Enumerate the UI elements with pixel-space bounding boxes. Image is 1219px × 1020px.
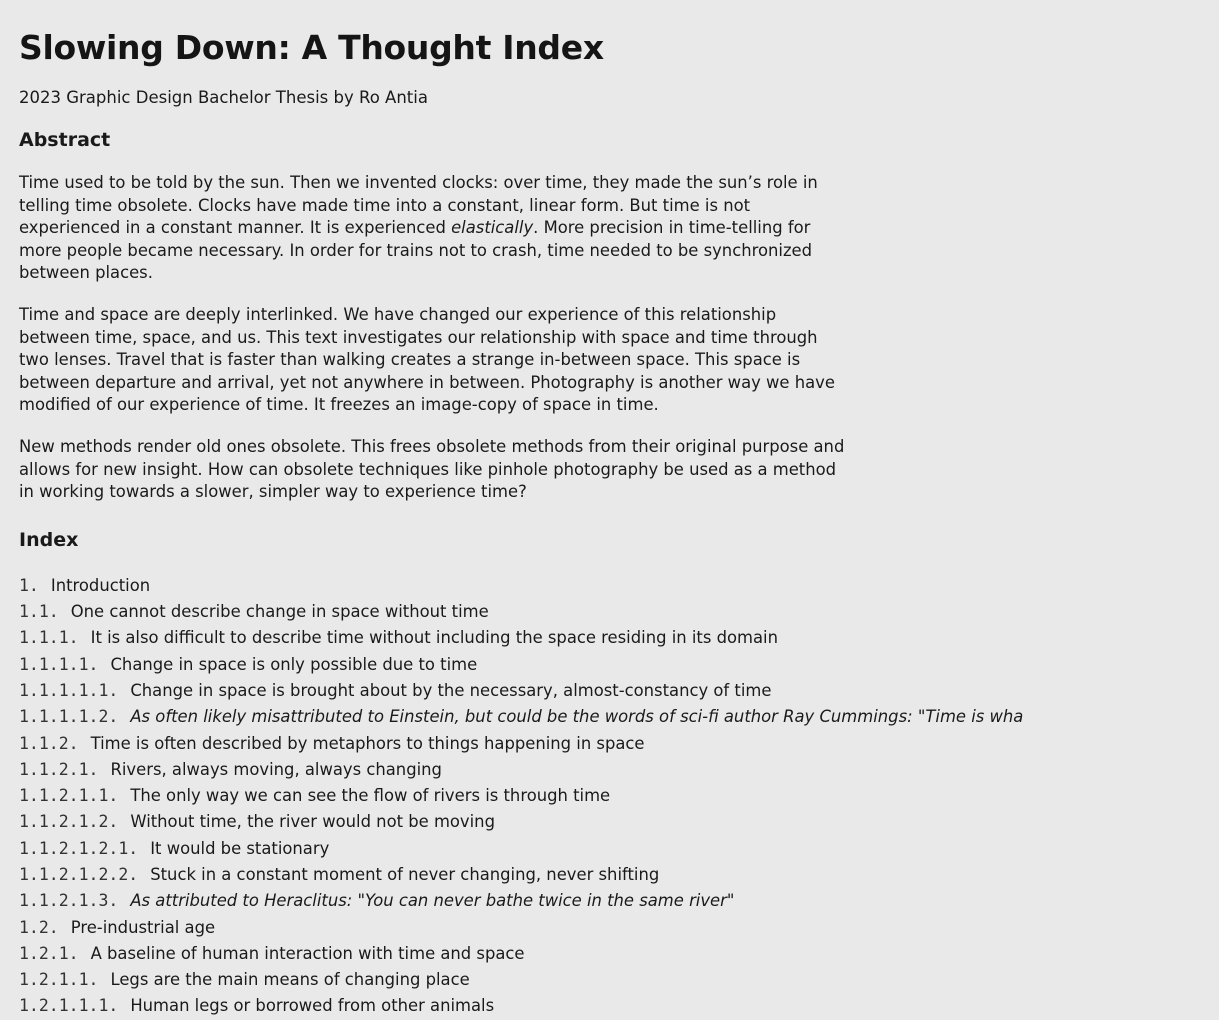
index-entry-number: 1.2.1.1.1. — [19, 996, 119, 1016]
abstract-heading: Abstract — [19, 129, 111, 151]
index-entry[interactable] — [19, 652, 1219, 678]
index-entry-text: Change in space is brought about by the necessary, almost-constancy of time — [130, 680, 772, 700]
abstract-paragraph-3: New methods render old ones obsolete. This frees obsolete methods from their original purpose and allows for new insight. How can obsolete techniques like pinhole photography be used as a method in working towards a slower, simpler way to experience time? — [19, 436, 845, 502]
abstract-paragraph-1 — [19, 172, 849, 285]
index-section — [19, 528, 1024, 1020]
abstract-p1-emphasis: elastically — [451, 218, 534, 238]
index-entry-number: 1.2.1.1. — [19, 970, 99, 990]
index-entry-number: 1.1.2.1.2. — [19, 812, 119, 832]
abstract-p1-end: . More precision in time-telling for more people became necessary. In order for trains not to crash, time needed to be synchronized between places. — [19, 218, 813, 283]
index-entry-number: 1.1.1.1.2. — [19, 707, 119, 727]
index-entry-text: As attributed to Heraclitus: "You can never bathe twice in the same river" — [130, 891, 735, 911]
index-entry[interactable] — [19, 731, 1219, 757]
index-entry-text: It would be stationary — [150, 838, 330, 858]
index-entry-number: 1.1.2.1.2.1. — [19, 838, 139, 858]
index-entry[interactable] — [19, 967, 1219, 993]
page-title: Slowing Down: A Thought Index — [19, 28, 604, 67]
index-entry-text: It is also difficult to describe time without including the space residing in its domain — [90, 628, 778, 648]
index-entry-text: A baseline of human interaction with time and space — [90, 943, 525, 963]
page-subtitle: 2023 Graphic Design Bachelor Thesis by Ro Antia — [19, 88, 428, 107]
index-entry[interactable] — [19, 888, 1219, 914]
index-entry-text: The only way we can see the flow of rivers is through time — [130, 786, 611, 806]
index-entry[interactable] — [19, 573, 1219, 599]
index-entry-number: 1.1.2.1.2.2. — [19, 864, 139, 884]
index-entry-number: 1.1.2.1. — [19, 759, 99, 779]
index-entry-text: Change in space is only possible due to time — [110, 654, 478, 674]
index-entry-text: One cannot describe change in space without time — [70, 602, 489, 622]
index-entry-number: 1.2.1. — [19, 943, 79, 963]
index-entry-number: 1.2. — [19, 917, 59, 937]
index-entry[interactable] — [19, 915, 1219, 941]
index-entry-text: Legs are the main means of changing place — [110, 970, 470, 990]
index-entry-number: 1.1.1. — [19, 628, 79, 648]
index-list — [19, 573, 1219, 1020]
index-entry-number: 1.1.1.1.1. — [19, 680, 119, 700]
index-entry-text: As often likely misattributed to Einstein, but could be the words of sci-fi author Ray Cummings: "Time is wha — [130, 707, 1024, 727]
index-entry-number: 1.1.2.1.1. — [19, 786, 119, 806]
index-entry-text: Without time, the river would not be moving — [130, 812, 495, 832]
index-entry-number: 1.1. — [19, 602, 59, 622]
index-entry-text: Rivers, always moving, always changing — [110, 759, 442, 779]
index-entry[interactable] — [19, 704, 1219, 730]
index-entry[interactable] — [19, 625, 1219, 651]
index-entry[interactable] — [19, 809, 1219, 835]
index-entry[interactable] — [19, 862, 1219, 888]
index-entry-text: Time is often described by metaphors to things happening in space — [90, 733, 645, 753]
index-entry[interactable] — [19, 993, 1219, 1019]
index-entry-number: 1.1.2. — [19, 733, 79, 753]
abstract-section — [19, 128, 1000, 504]
index-entry-number: 1.1.2.1.3. — [19, 891, 119, 911]
index-entry[interactable] — [19, 836, 1219, 862]
index-entry-text: Human legs or borrowed from other animals — [130, 996, 495, 1016]
index-entry[interactable] — [19, 678, 1219, 704]
index-entry-text: Introduction — [50, 575, 151, 595]
index-entry-number: 1. — [19, 575, 39, 595]
index-entry[interactable] — [19, 941, 1219, 967]
index-entry-text: Pre-industrial age — [70, 917, 216, 937]
index-entry-number: 1.1.1.1. — [19, 654, 99, 674]
index-entry[interactable] — [19, 783, 1219, 809]
index-entry[interactable] — [19, 599, 1219, 625]
index-entry-text: Stuck in a constant moment of never changing, never shifting — [150, 864, 660, 884]
abstract-paragraph-2: Time and space are deeply interlinked. We have changed our experience of this relationship between time, space, and us. This text investigates our relationship with space and time through two lenses. Travel that is faster than walking creates a strange in-between space. This space is between departure and arrival, yet not anywhere in between. Photography is another way we have modified of our experience of time. It freezes an image-copy of space in time. — [19, 304, 835, 415]
index-heading: Index — [19, 528, 79, 551]
abstract-p1-start: Time used to be told by the sun. Then we invented clocks: over time, they made the sun’s role in telling time obsolete. Clocks have made time into a constant, linear form. But time is not experienced in a constant manner. It is experienced — [19, 173, 818, 238]
index-entry[interactable] — [19, 757, 1219, 783]
